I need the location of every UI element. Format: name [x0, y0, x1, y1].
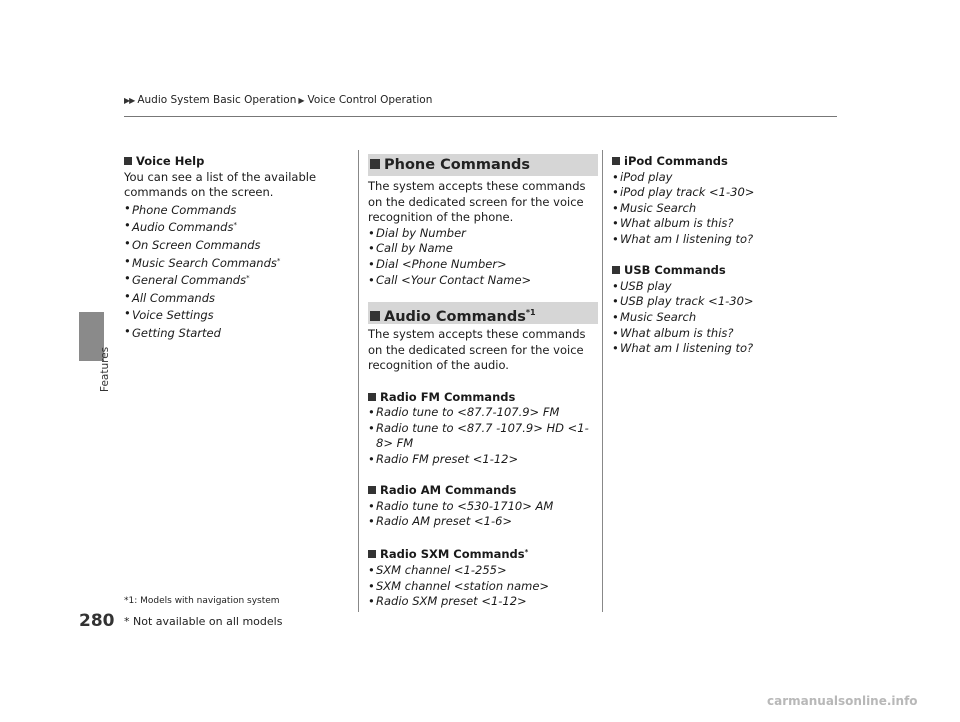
page-number: 280	[79, 611, 115, 631]
list-item: • Radio tune to <530-1710> AM	[368, 499, 598, 515]
square-bullet-icon	[368, 486, 376, 494]
header-rule	[124, 116, 837, 117]
usb-commands-list	[612, 279, 832, 357]
list-item: • SXM channel <station name>	[368, 579, 598, 595]
phone-commands-intro: The system accepts these commands on the dedicated screen for the voice recognition of the phone.	[368, 179, 586, 225]
radio-fm-heading: Radio FM Commands	[368, 390, 598, 406]
breadcrumb-item-audio-system[interactable]: Audio System Basic Operation	[137, 94, 297, 106]
list-item: • What album is this?	[612, 216, 832, 232]
voice-help-heading: Voice Help	[124, 154, 349, 170]
list-item: • Radio FM preset <1-12>	[368, 452, 598, 468]
list-item: • Radio SXM preset <1-12>	[368, 594, 598, 610]
list-item: • General Commands*	[124, 271, 349, 289]
availability-notice: * Not available on all models	[124, 615, 283, 628]
list-item: • On Screen Commands	[124, 236, 349, 254]
square-bullet-icon	[368, 550, 376, 558]
list-item: • Dial by Number	[368, 226, 598, 242]
usb-commands-heading: USB Commands	[612, 263, 832, 279]
radio-sxm-heading: Radio SXM Commands*	[368, 545, 598, 563]
square-bullet-icon	[368, 393, 376, 401]
list-item: • iPod play track <1-30>	[612, 185, 832, 201]
list-item: • USB play track <1-30>	[612, 294, 832, 310]
square-bullet-icon	[370, 311, 380, 321]
list-item: • Radio AM preset <1-6>	[368, 514, 598, 530]
list-item: • USB play	[612, 279, 832, 295]
audio-commands-intro: The system accepts these commands on the dedicated screen for the voice recognition of the audio.	[368, 327, 586, 373]
list-item: • Radio tune to <87.7 -107.9> HD <1-8> FM	[368, 421, 598, 452]
voice-help-column	[124, 154, 349, 342]
list-item: • SXM channel <1-255>	[368, 563, 598, 579]
breadcrumb-item-voice-control[interactable]: Voice Control Operation	[307, 94, 433, 106]
double-arrow-icon: ▶▶	[124, 96, 135, 105]
list-item: • Radio tune to <87.7-107.9> FM	[368, 405, 598, 421]
phone-commands-list	[368, 226, 598, 288]
radio-am-heading: Radio AM Commands	[368, 483, 598, 499]
square-bullet-icon	[370, 159, 380, 169]
list-item: • Music Search Commands*	[124, 254, 349, 272]
square-bullet-icon	[612, 157, 620, 165]
phone-commands-title: Phone Commands	[368, 154, 598, 176]
section-label: Features	[99, 346, 111, 392]
commands-column	[368, 154, 598, 610]
watermark: carmanualsonline.info	[767, 694, 918, 708]
ipod-commands-heading: iPod Commands	[612, 154, 832, 170]
voice-help-list	[124, 201, 349, 342]
square-bullet-icon	[612, 266, 620, 274]
list-item: • What am I listening to?	[612, 341, 832, 357]
list-item: • Voice Settings	[124, 306, 349, 324]
list-item: • Music Search	[612, 201, 832, 217]
column-divider	[602, 150, 603, 612]
list-item: • Call <Your Contact Name>	[368, 273, 598, 289]
media-commands-column	[612, 154, 832, 357]
arrow-icon: ▶	[298, 96, 305, 105]
breadcrumb	[124, 94, 432, 106]
footnote-ref[interactable]: *1	[525, 308, 536, 318]
list-item: • Phone Commands	[124, 201, 349, 219]
list-item: • Music Search	[612, 310, 832, 326]
column-divider	[358, 150, 359, 612]
radio-fm-list	[368, 405, 598, 467]
list-item: • iPod play	[612, 170, 832, 186]
radio-am-list	[368, 499, 598, 530]
radio-sxm-list	[368, 563, 598, 610]
footnote: *1: Models with navigation system	[124, 596, 280, 606]
ipod-commands-list	[612, 170, 832, 248]
square-bullet-icon	[124, 157, 132, 165]
list-item: • Audio Commands*	[124, 218, 349, 236]
audio-commands-title: Audio Commands$^{*1}$	[368, 302, 598, 324]
voice-help-intro: You can see a list of the available commands on the screen.	[124, 169, 317, 200]
list-item: • What album is this?	[612, 326, 832, 342]
list-item: • Call by Name	[368, 241, 598, 257]
list-item: • Dial <Phone Number>	[368, 257, 598, 273]
list-item: • Getting Started	[124, 324, 349, 342]
list-item: • What am I listening to?	[612, 232, 832, 248]
list-item: • All Commands	[124, 289, 349, 307]
